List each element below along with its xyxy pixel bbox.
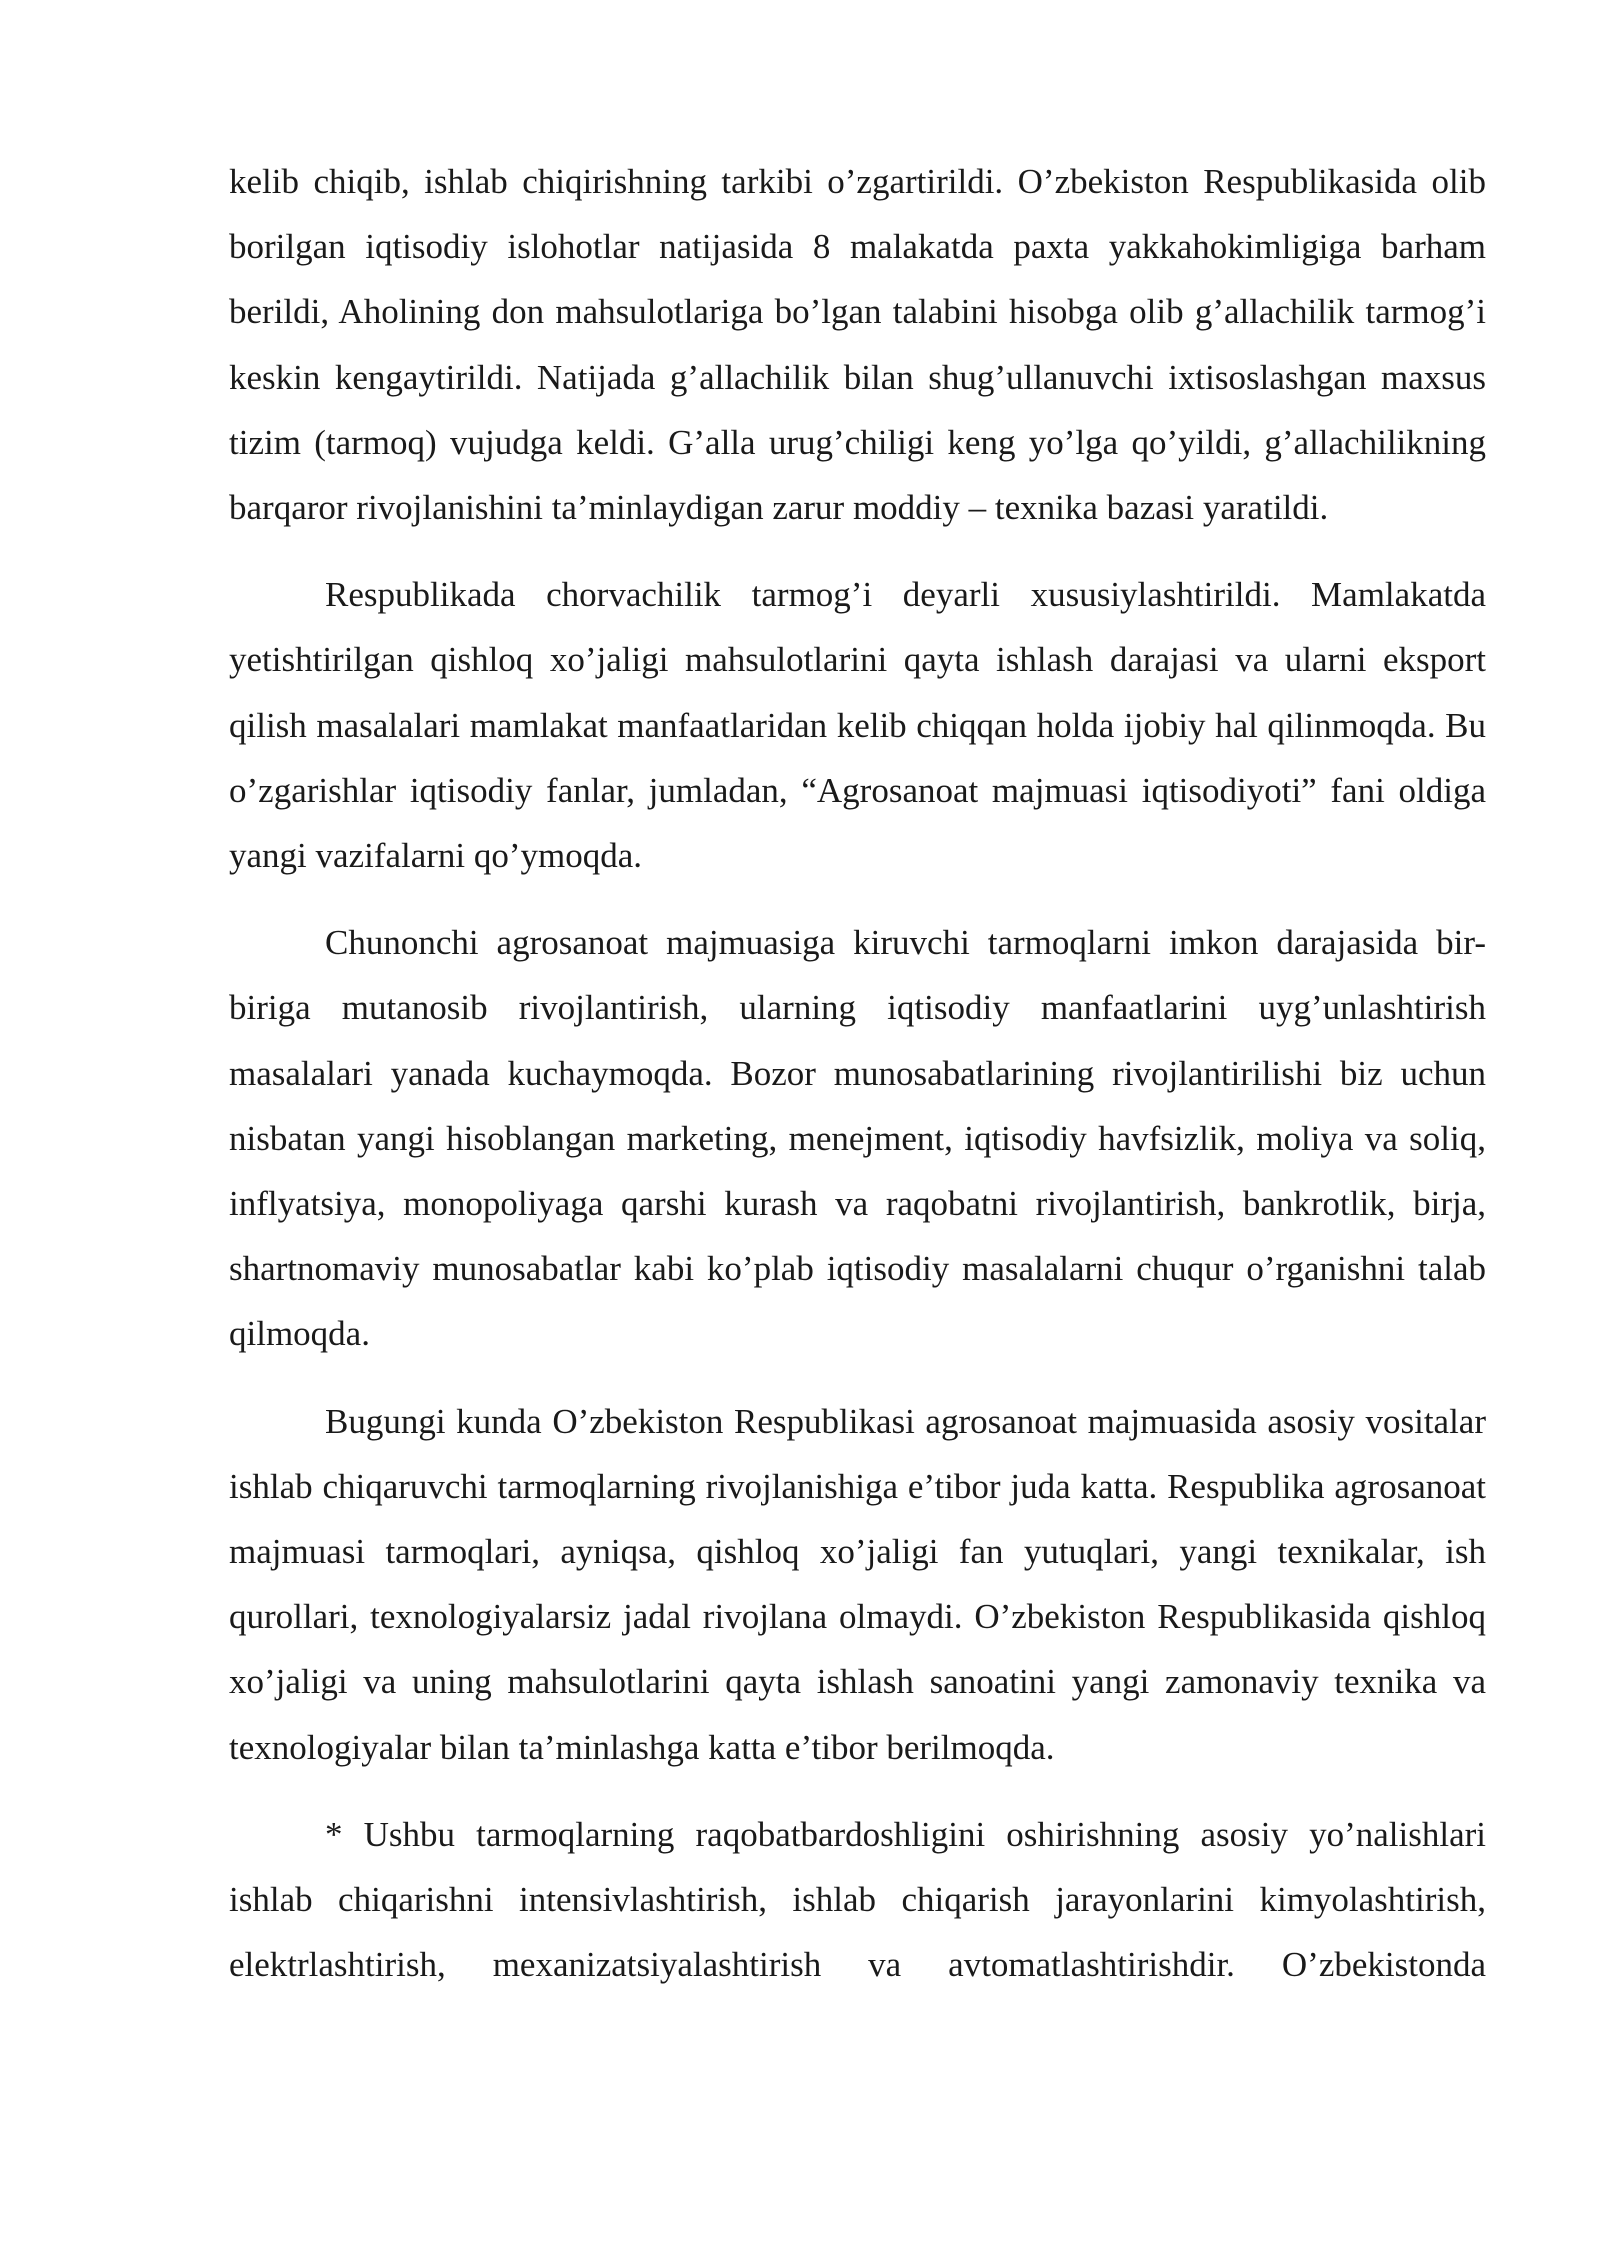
paragraph-3: Chunonchi agrosanoat majmuasiga kiruvchi tarmoqlarni imkon darajasida bir-biriga mutanosib rivojlantirish, ularning iqtisodiy manfaatlarini uyg’unlashtirish masalalari yanada kuchaymoqda. Bozor munosabatlarining rivojlantirilishi biz uchun nisbatan yangi hisoblangan marketing, menejment, iqtisodiy havfsizlik, moliya va soliq, inflyatsiya, monopoliyaga qarshi kurash va raqobatni rivojlantirish, bankrotlik, birja, shartnomaviy munosabatlar kabi ko’plab iqtisodiy masalalarni chuqur o’rganishni talab qilmoqda. bbox=[229, 923, 1486, 1354]
paragraph-5: * Ushbu tarmoqlarning raqobatbardoshligini oshirishning asosiy yo’nalishlari ishlab chiqarishni intensivlashtirish, ishlab chiqarish jarayonlarini kimyolashtirish, elektrlashtirish, mexanizatsiyalashtirish va avtomatlashtirishdir. O’zbekistonda bbox=[229, 1814, 1486, 1985]
document-body bbox=[229, 149, 1486, 2019]
paragraph-1: kelib chiqib, ishlab chiqirishning tarkibi o’zgartirildi. O’zbekiston Respublikasida olib borilgan iqtisodiy islohotlar natijasida 8 malakatda paxta yakkahokimligiga barham berildi, Aholining don mahsulotlariga bo’lgan talabini hisobga olib g’allachilik tarmog’i keskin kengaytirildi. Natijada g’allachilik bilan shug’ullanuvchi ixtisoslashgan maxsus tizim (tarmoq) vujudga keldi. G’alla urug’chiligi keng yo’lga qo’yildi, g’allachilikning barqaror rivojlanishini ta’minlaydigan zarur moddiy – texnika bazasi yaratildi. bbox=[229, 162, 1486, 528]
paragraph-4: Bugungi kunda O’zbekiston Respublikasi agrosanoat majmuasida asosiy vositalar ishlab chiqaruvchi tarmoqlarning rivojlanishiga e’tibor juda katta. Respublika agrosanoat majmuasi tarmoqlari, ayniqsa, qishloq xo’jaligi fan yutuqlari, yangi texnikalar, ish qurollari, texnologiyalarsiz jadal rivojlana olmaydi. O’zbekiston Respublikasida qishloq xo’jaligi va uning mahsulotlarini qayta ishlash sanoatini yangi zamonaviy texnika va texnologiyalar bilan ta’minlashga katta e’tibor berilmoqda. bbox=[229, 1401, 1486, 1767]
paragraph-2: Respublikada chorvachilik tarmog’i deyarli xususiylashtirildi. Mamlakatda yetishtirilgan qishloq xo’jaligi mahsulotlarini qayta ishlash darajasi va ularni eksport qilish masalalari mamlakat manfaatlaridan kelib chiqqan holda ijobiy hal qilinmoqda. Bu o’zgarishlar iqtisodiy fanlar, jumladan, “Agrosanoat majmuasi iqtisodiyoti” fani oldiga yangi vazifalarni qo’ymoqda. bbox=[229, 575, 1486, 876]
